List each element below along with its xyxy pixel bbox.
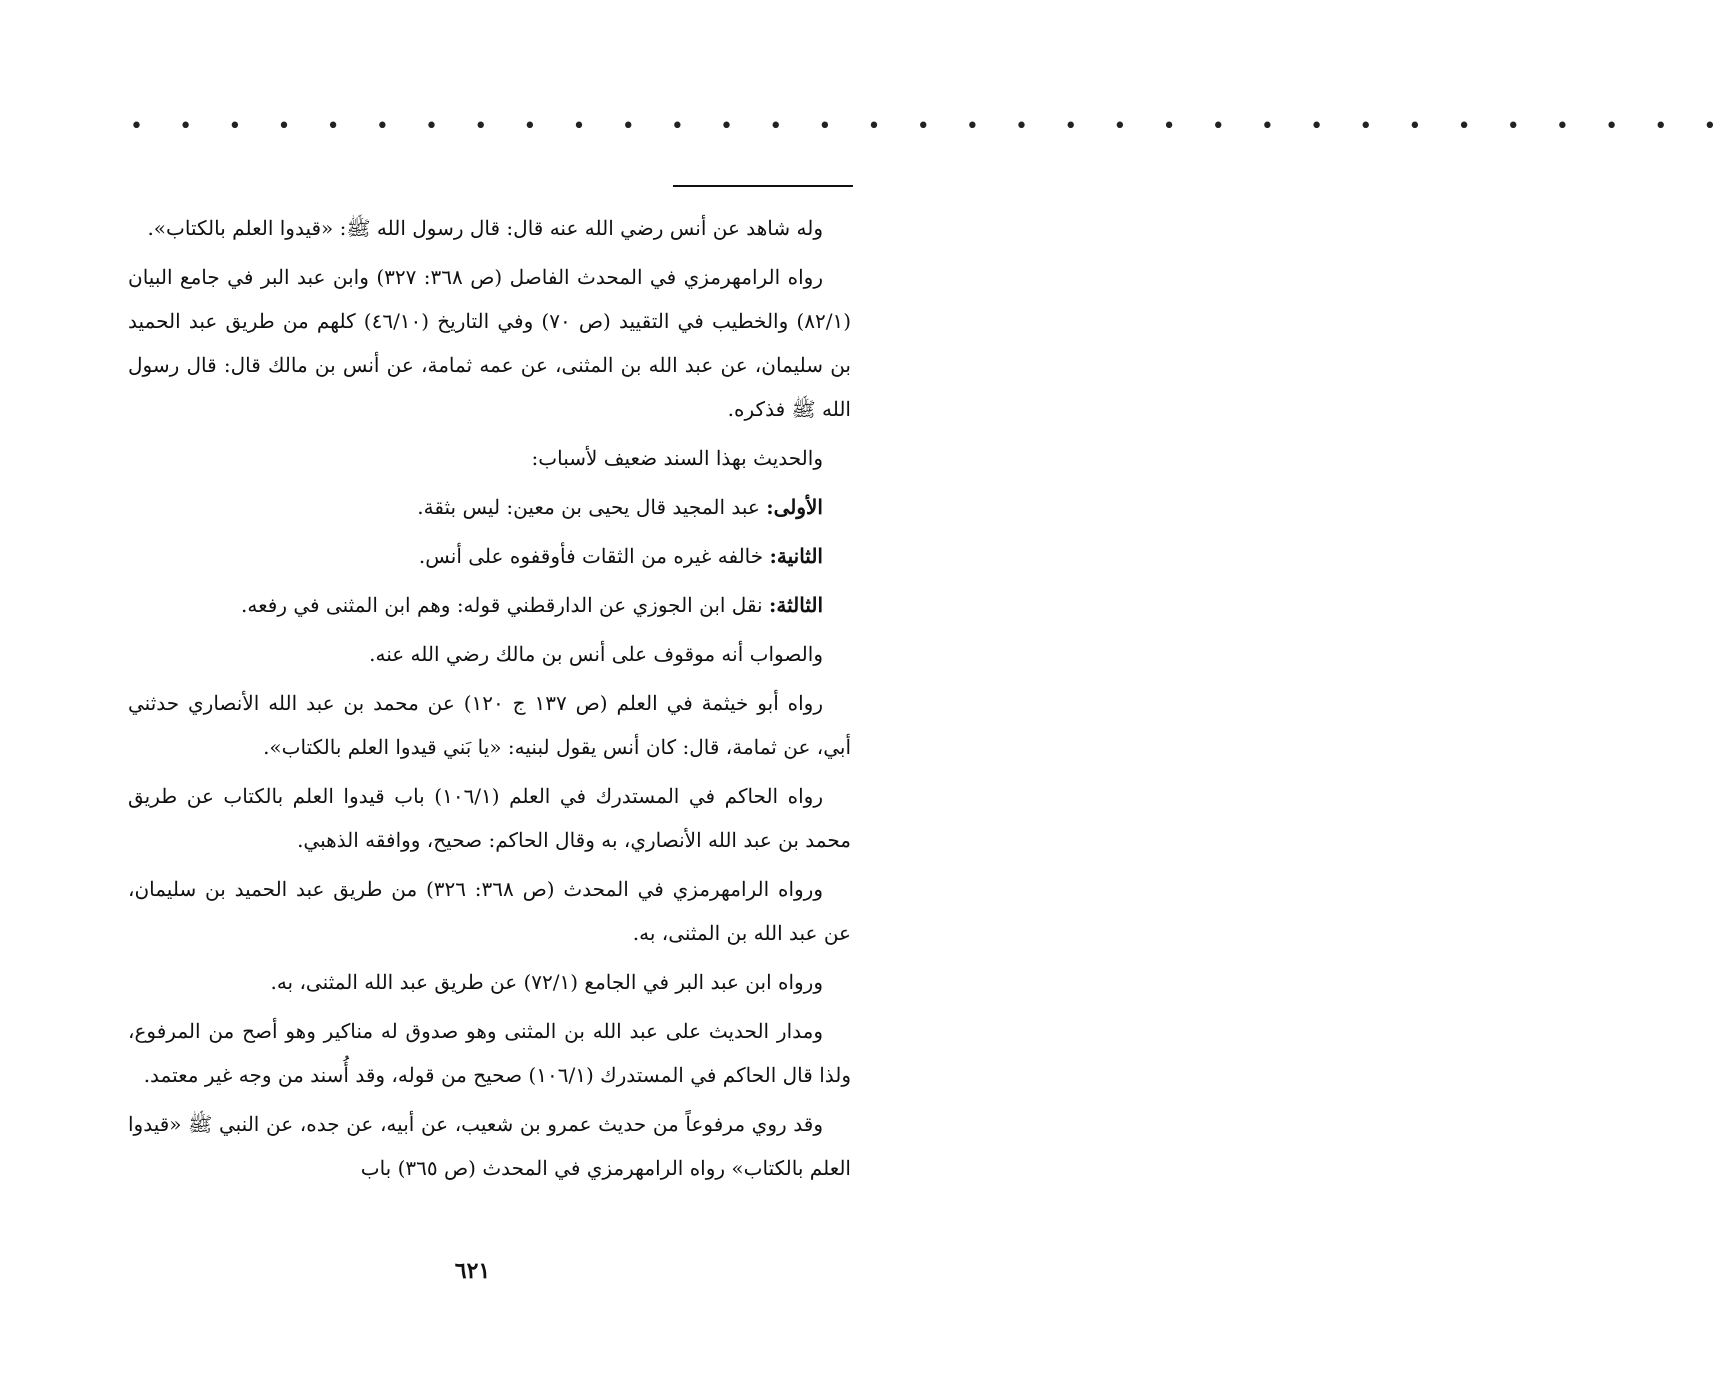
- paragraph-abu-khaythama: رواه أبو خيثمة في العلم (ص ١٣٧ ج ١٢٠) عن محمد بن عبد الله الأنصاري حدثني أبي، عن ثمامة، قال: كان أنس يقول لبنيه: «يا بَني قيدوا العلم بالكتاب».: [128, 691, 851, 759]
- paragraph-hakim: رواه الحاكم في المستدرك في العلم (١٠٦/١) باب قيدوا العلم بالكتاب عن طريق محمد بن عبد الله الأنصاري، به وقال الحاكم: صحيح، ووافقه الذهبي.: [128, 784, 851, 852]
- reason-label: الأولى:: [766, 495, 823, 519]
- paragraph-correct-view: والصواب أنه موقوف على أنس بن مالك رضي الله عنه.: [369, 642, 823, 666]
- page-number: ٦٢١: [454, 1258, 491, 1284]
- page-text: [128, 206, 851, 1195]
- reason-text: نقل ابن الجوزي عن الدارقطني قوله: وهم ابن المثنى في رفعه.: [241, 593, 769, 617]
- paragraph-isnad-pivot: ومدار الحديث على عبد الله بن المثنى وهو صدوق له مناكير وهو أصح من المرفوع، ولذا قال الحاكم في المستدرك (١٠٦/١) صحيح من قوله، وقد أُسند من وجه غير معتمد.: [128, 1019, 851, 1087]
- paragraph-ibn-abd-al-barr: ورواه ابن عبد البر في الجامع (٧٢/١) عن طريق عبد الله المثنى، به.: [270, 970, 823, 994]
- reason-second: [128, 534, 851, 578]
- footnote-rule: [673, 185, 853, 187]
- paragraph-weakness-intro: والحديث بهذا السند ضعيف لأسباب:: [531, 446, 823, 470]
- paragraph-marfu: وقد روي مرفوعاً من حديث عمرو بن شعيب، عن أبيه، عن جده، عن النبي ﷺ «قيدوا العلم بالكتاب» رواه الرامهرمزي في المحدث (ص ٣٦٥) باب: [128, 1112, 851, 1180]
- paragraph-ramahurmuzi: رواه الرامهرمزي في المحدث الفاصل (ص ٣٦٨: ٣٢٧) وابن عبد البر في جامع البيان (٨٢/١) والخطيب في التقييد (ص ٧٠) وفي التاريخ (٤٦/١٠) كلهم من طريق عبد الحميد بن سليمان، عن عبد الله بن المثنى، عن عمه ثمامة، عن أنس بن مالك قال: قال رسول الله ﷺ فذكره.: [128, 265, 852, 421]
- reason-text: خالفه غيره من الثقات فأوقفوه على أنس.: [418, 544, 770, 568]
- paragraph-witness: وله شاهد عن أنس رضي الله عنه قال: قال رسول الله ﷺ: «قيدوا العلم بالكتاب».: [147, 216, 823, 240]
- reason-label: الثانية:: [769, 544, 823, 568]
- paragraph-ramahurmuzi-second: ورواه الرامهرمزي في المحدث (ص ٣٦٨: ٣٢٦) من طريق عبد الحميد بن سليمان، عن عبد الله بن المثنى، به.: [128, 877, 851, 945]
- reason-first: [128, 485, 851, 529]
- dotted-separator: • • • • • • • • • • • • • • • • • • • • • • • • • • • • • • • • •: [130, 114, 1731, 139]
- reason-text: عبد المجيد قال يحيى بن معين: ليس بثقة.: [417, 495, 767, 519]
- reason-third: [128, 583, 851, 627]
- reason-label: الثالثة:: [768, 593, 823, 617]
